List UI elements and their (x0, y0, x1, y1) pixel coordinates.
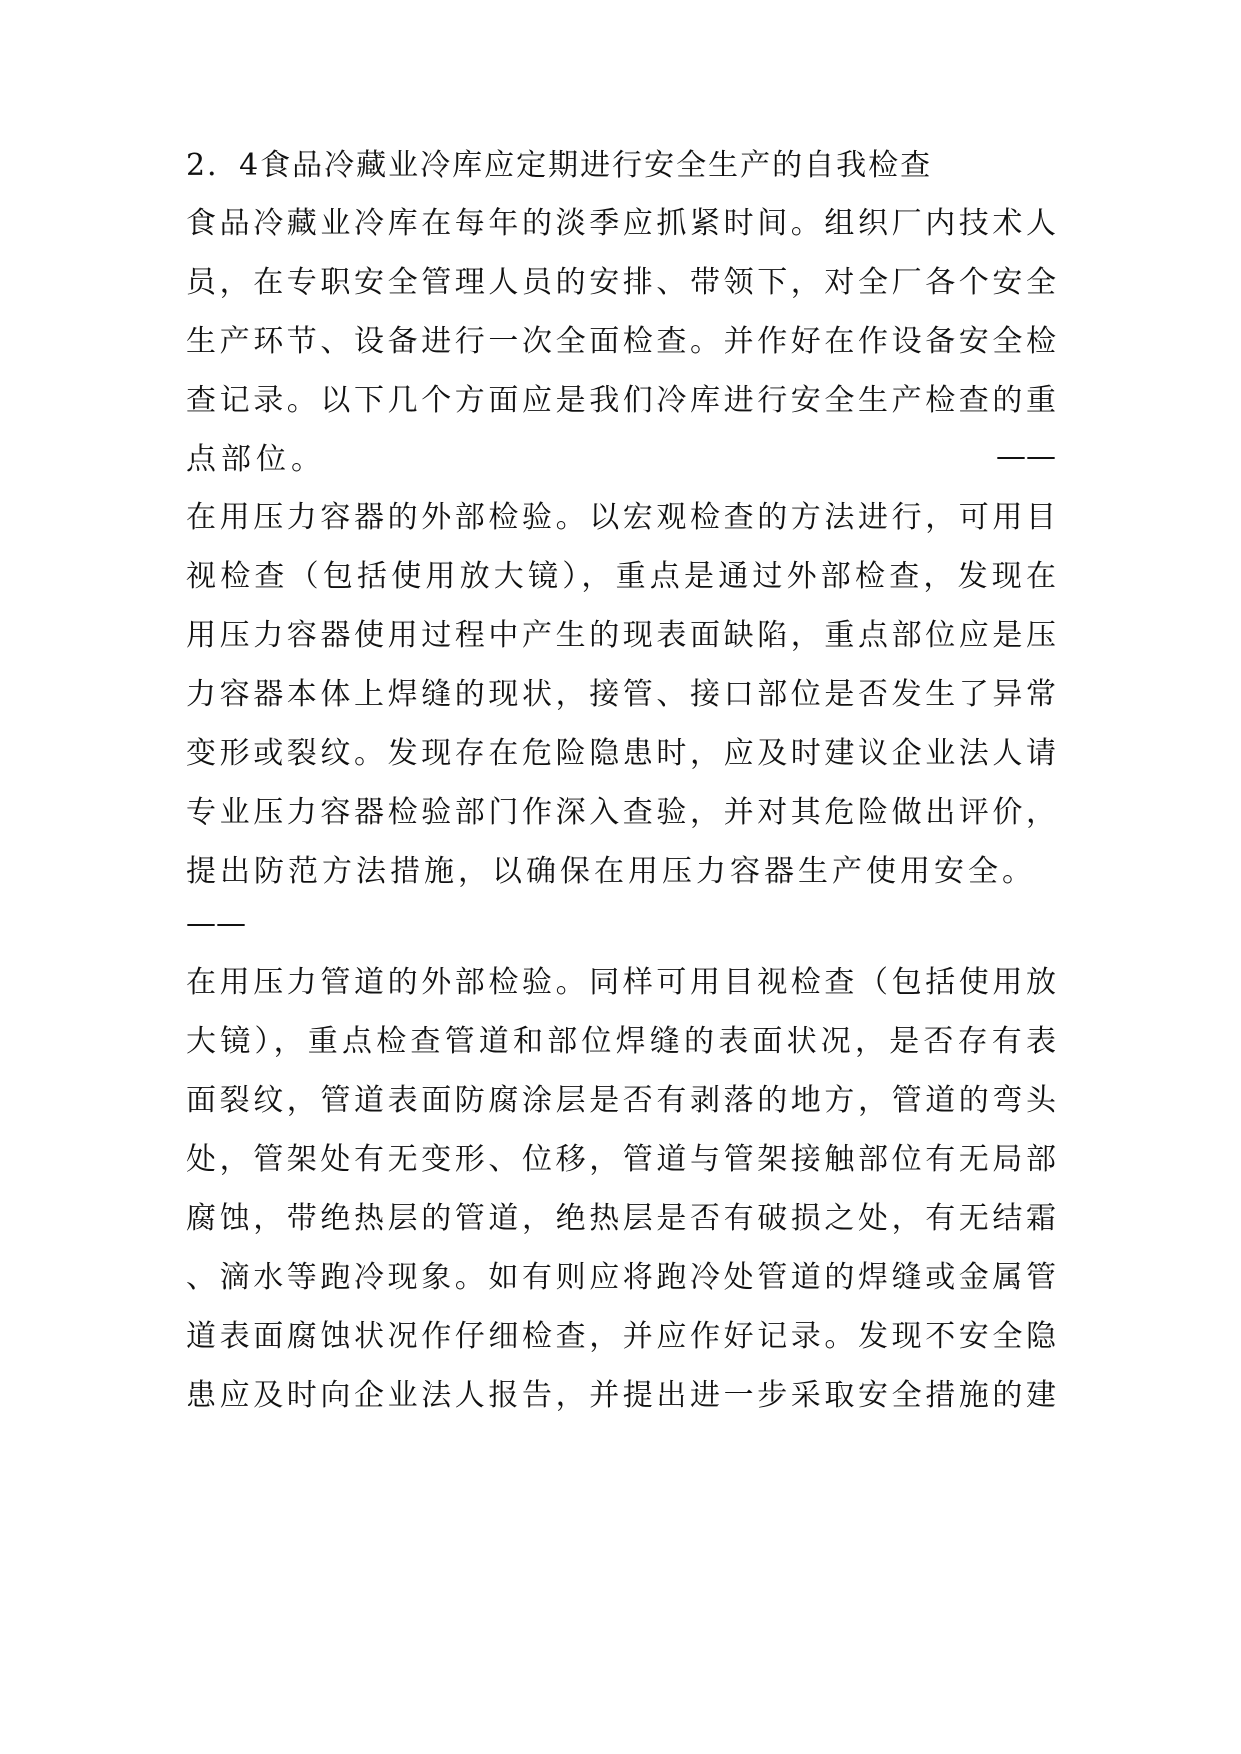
paragraph-line: 面裂纹，管道表面防腐涂层是否有剥落的地方，管道的弯头 (186, 1083, 1056, 1118)
paragraph-line: 力容器本体上焊缝的现状，接管、接口部位是否发生了异常 (186, 677, 1056, 712)
section-heading: 2．4食品冷藏业冷库应定期进行安全生产的自我检查 (186, 148, 933, 183)
paragraph-line: 食品冷藏业冷库在每年的淡季应抓紧时间。组织厂内技术人 (186, 206, 1056, 241)
paragraph-line: 在用压力管道的外部检验。同样可用目视检查（包括使用放 (186, 965, 1056, 1000)
paragraph-line: 处，管架处有无变形、位移，管道与管架接触部位有无局部 (186, 1142, 1056, 1177)
paragraph-line: 点部位。 (186, 442, 326, 477)
paragraph-line: 腐蚀，带绝热层的管道，绝热层是否有破损之处，有无结霜 (186, 1201, 1056, 1236)
paragraph-line: 患应及时向企业法人报告，并提出进一步采取安全措施的建 (186, 1378, 1056, 1413)
paragraph-line: 大镜），重点检查管道和部位焊缝的表面状况，是否存有表 (186, 1024, 1056, 1059)
paragraph-line: 在用压力容器的外部检验。以宏观检查的方法进行，可用目 (186, 500, 1056, 535)
paragraph-line: 生产环节、设备进行一次全面检查。并作好在作设备安全检 (186, 324, 1056, 359)
paragraph-line: 提出防范方法措施，以确保在用压力容器生产使用安全。 (186, 854, 1036, 889)
paragraph-line: 查记录。以下几个方面应是我们冷库进行安全生产检查的重 (186, 383, 1056, 418)
paragraph-line: 视检查（包括使用放大镜），重点是通过外部检查，发现在 (186, 559, 1056, 594)
paragraph-line: 道表面腐蚀状况作仔细检查，并应作好记录。发现不安全隐 (186, 1319, 1056, 1354)
paragraph-line: 、滴水等跑冷现象。如有则应将跑冷处管道的焊缝或金属管 (186, 1260, 1056, 1295)
paragraph-line: 变形或裂纹。发现存在危险隐患时，应及时建议企业法人请 (186, 736, 1056, 771)
paragraph-line: 用压力容器使用过程中产生的现表面缺陷，重点部位应是压 (186, 618, 1056, 653)
paragraph-line: 专业压力容器检验部门作深入查验，并对其危险做出评价， (186, 795, 1056, 830)
dash-separator: —— (996, 439, 1056, 474)
paragraph-line: 员，在专职安全管理人员的安排、带领下，对全厂各个安全 (186, 265, 1056, 300)
dash-separator: —— (186, 906, 246, 941)
